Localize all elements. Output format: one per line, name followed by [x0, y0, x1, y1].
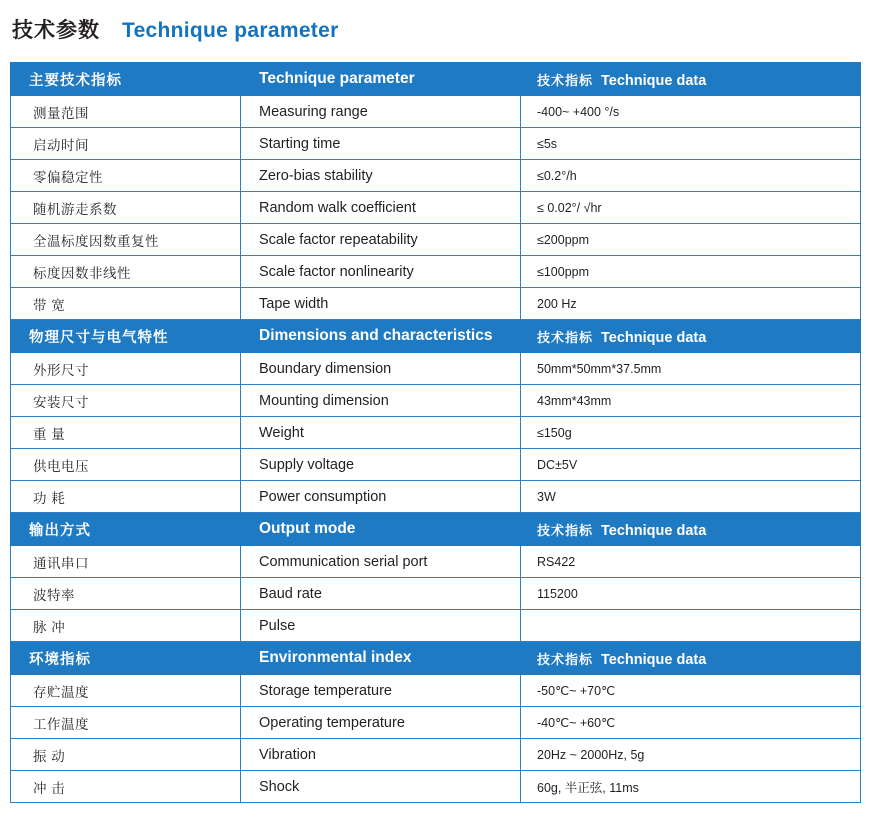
row-label-en: Tape width: [241, 288, 521, 320]
row-label-cn: 安装尺寸: [11, 385, 241, 417]
section-header-cn: 输出方式: [11, 513, 241, 546]
section-header-en: Dimensions and characteristics: [241, 320, 521, 353]
table-section-header: [11, 320, 861, 353]
row-label-cn: 供电电压: [11, 449, 241, 481]
row-value: -50℃~ +70℃: [521, 675, 861, 707]
section-header-data: [521, 642, 861, 675]
row-value: 50mm*50mm*37.5mm: [521, 353, 861, 385]
data-header-en: Technique data: [601, 651, 707, 668]
section-header-data: [521, 63, 861, 96]
row-label-cn: 全温标度因数重复性: [11, 224, 241, 256]
row-label-en: Pulse: [241, 610, 521, 642]
row-label-en: Scale factor repeatability: [241, 224, 521, 256]
row-label-cn: 外形尺寸: [11, 353, 241, 385]
table-row: [11, 449, 861, 481]
data-header-cn: 技术指标: [537, 72, 594, 88]
table-row: [11, 160, 861, 192]
row-label-en: Measuring range: [241, 96, 521, 128]
table-row: [11, 96, 861, 128]
section-header-cn: 主要技术指标: [11, 63, 241, 96]
table-row: [11, 224, 861, 256]
row-label-en: Power consumption: [241, 481, 521, 513]
row-label-cn: 重 量: [11, 417, 241, 449]
table-row: [11, 739, 861, 771]
row-label-en: Weight: [241, 417, 521, 449]
table-row: [11, 578, 861, 610]
table-row: [11, 192, 861, 224]
data-header-en: Technique data: [601, 72, 707, 89]
row-label-en: Communication serial port: [241, 546, 521, 578]
data-header-en: Technique data: [601, 522, 707, 539]
row-label-cn: 随机游走系数: [11, 192, 241, 224]
row-label-en: Baud rate: [241, 578, 521, 610]
row-label-cn: 标度因数非线性: [11, 256, 241, 288]
row-value: ≤ 0.02°/ √hr: [521, 192, 861, 224]
table-section-header: [11, 642, 861, 675]
specification-table-body: [11, 63, 861, 803]
data-header-cn: 技术指标: [537, 651, 594, 667]
table-row: [11, 288, 861, 320]
row-label-en: Random walk coefficient: [241, 192, 521, 224]
row-value: -400~ +400 °/s: [521, 96, 861, 128]
table-section-header: [11, 63, 861, 96]
row-label-cn: 工作温度: [11, 707, 241, 739]
row-label-cn: 测量范围: [11, 96, 241, 128]
row-label-cn: 功 耗: [11, 481, 241, 513]
table-row: [11, 546, 861, 578]
row-value: 43mm*43mm: [521, 385, 861, 417]
table-row: [11, 610, 861, 642]
row-value: ≤0.2°/h: [521, 160, 861, 192]
row-label-en: Shock: [241, 771, 521, 803]
row-value: DC±5V: [521, 449, 861, 481]
page-title: [0, 0, 870, 44]
row-value: 200 Hz: [521, 288, 861, 320]
section-header-cn: 环境指标: [11, 642, 241, 675]
row-value: RS422: [521, 546, 861, 578]
data-header-cn: 技术指标: [537, 329, 594, 345]
page-title-cn: 技术参数: [12, 19, 100, 42]
row-value: -40℃~ +60℃: [521, 707, 861, 739]
table-row: [11, 128, 861, 160]
row-label-en: Starting time: [241, 128, 521, 160]
row-value: ≤5s: [521, 128, 861, 160]
row-value: 115200: [521, 578, 861, 610]
page-title-en: Technique parameter: [122, 19, 339, 42]
row-label-en: Supply voltage: [241, 449, 521, 481]
data-header-en: Technique data: [601, 329, 707, 346]
row-value: [521, 610, 861, 642]
section-header-en: Output mode: [241, 513, 521, 546]
table-section-header: [11, 513, 861, 546]
row-value: ≤150g: [521, 417, 861, 449]
section-header-data: [521, 320, 861, 353]
row-label-cn: 零偏稳定性: [11, 160, 241, 192]
row-label-en: Vibration: [241, 739, 521, 771]
row-label-en: Storage temperature: [241, 675, 521, 707]
row-label-en: Scale factor nonlinearity: [241, 256, 521, 288]
section-header-cn: 物理尺寸与电气特性: [11, 320, 241, 353]
row-label-cn: 波特率: [11, 578, 241, 610]
specification-table: [10, 62, 861, 803]
section-header-en: Environmental index: [241, 642, 521, 675]
table-row: [11, 481, 861, 513]
table-row: [11, 675, 861, 707]
row-value: 3W: [521, 481, 861, 513]
row-label-en: Zero-bias stability: [241, 160, 521, 192]
table-row: [11, 707, 861, 739]
table-row: [11, 385, 861, 417]
table-row: [11, 353, 861, 385]
row-value: 20Hz ~ 2000Hz, 5g: [521, 739, 861, 771]
row-value: ≤100ppm: [521, 256, 861, 288]
row-label-cn: 存贮温度: [11, 675, 241, 707]
row-value: ≤200ppm: [521, 224, 861, 256]
table-row: [11, 256, 861, 288]
section-header-en: Technique parameter: [241, 63, 521, 96]
table-row: [11, 417, 861, 449]
row-label-cn: 启动时间: [11, 128, 241, 160]
row-label-cn: 振 动: [11, 739, 241, 771]
section-header-data: [521, 513, 861, 546]
row-label-cn: 带 宽: [11, 288, 241, 320]
row-value: 60g, 半正弦, 11ms: [521, 771, 861, 803]
row-label-cn: 脉 冲: [11, 610, 241, 642]
row-label-en: Mounting dimension: [241, 385, 521, 417]
row-label-en: Operating temperature: [241, 707, 521, 739]
row-label-cn: 通讯串口: [11, 546, 241, 578]
table-row: [11, 771, 861, 803]
data-header-cn: 技术指标: [537, 522, 594, 538]
row-label-cn: 冲 击: [11, 771, 241, 803]
row-label-en: Boundary dimension: [241, 353, 521, 385]
